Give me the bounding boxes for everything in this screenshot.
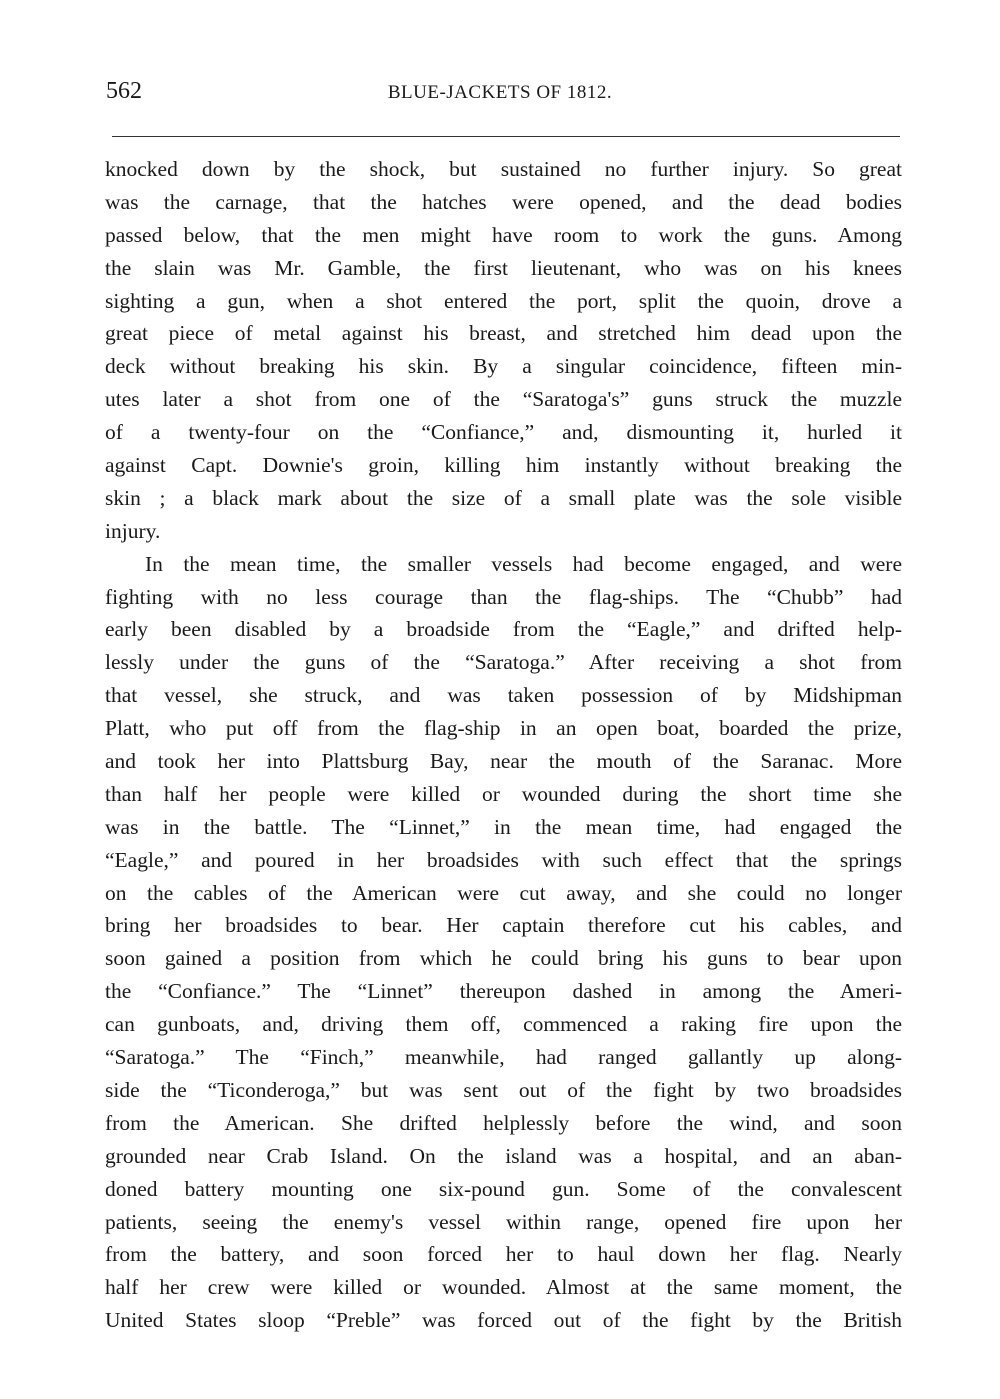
text-line: side the “Ticonderoga,” but was sent out of the fight by two broadsides <box>105 1077 902 1102</box>
text-line: was the carnage, that the hatches were opened, and the dead bodies <box>105 189 902 214</box>
text-line: of a twenty-four on the “Confiance,” and, dismounting it, hurled it <box>105 420 902 445</box>
text-line: half her crew were killed or wounded. Almost at the same moment, the <box>105 1275 902 1300</box>
header-rule <box>112 136 900 137</box>
text-line: skin ; a black mark about the size of a small plate was the sole visible <box>105 485 902 510</box>
text-line: deck without breaking his skin. By a singular coincidence, fifteen min- <box>105 354 902 379</box>
text-line: United States sloop “Preble” was forced out of the fight by the British <box>105 1308 902 1333</box>
text-line: from the battery, and soon forced her to haul down her flag. Nearly <box>105 1242 902 1267</box>
text-line: from the American. She drifted helplessly before the wind, and soon <box>105 1110 902 1135</box>
running-title: BLUE-JACKETS OF 1812. <box>387 82 613 103</box>
text-line: that vessel, she struck, and was taken possession of by Midshipman <box>105 683 902 708</box>
text-line: and took her into Plattsburg Bay, near the mouth of the Saranac. More <box>105 749 902 774</box>
text-line: injury. <box>105 518 161 543</box>
text-line: “Eagle,” and poured in her broadsides with such effect that the springs <box>105 847 902 872</box>
text-line: patients, seeing the enemy's vessel within range, opened fire upon her <box>105 1209 902 1234</box>
text-line: early been disabled by a broadside from the “Eagle,” and drifted help- <box>105 617 902 642</box>
text-line: the “Confiance.” The “Linnet” thereupon dashed in among the Ameri- <box>105 979 902 1004</box>
text-line: great piece of metal against his breast, and stretched him dead upon the <box>105 321 902 346</box>
page-number: 562 <box>106 78 142 104</box>
text-line: soon gained a position from which he could bring his guns to bear upon <box>105 946 902 971</box>
text-line: knocked down by the shock, but sustained no further injury. So great <box>105 157 902 181</box>
text-line: fighting with no less courage than the flag-ships. The “Chubb” had <box>105 584 902 609</box>
text-line: was in the battle. The “Linnet,” in the mean time, had engaged the <box>105 814 902 839</box>
text-line: against Capt. Downie's groin, killing him instantly without breaking the <box>105 453 902 478</box>
text-line: Platt, who put off from the flag-ship in an open boat, boarded the prize, <box>105 716 902 741</box>
text-line: the slain was Mr. Gamble, the first lieutenant, who was on his knees <box>105 255 902 280</box>
text-line: bring her broadsides to bear. Her captain therefore cut his cables, and <box>105 913 902 938</box>
text-line: doned battery mounting one six-pound gun. Some of the convalescent <box>105 1176 902 1201</box>
text-line: on the cables of the American were cut away, and she could no longer <box>105 880 902 905</box>
text-line: lessly under the guns of the “Saratoga.” After receiving a shot from <box>105 650 902 675</box>
text-line: utes later a shot from one of the “Saratoga's” guns struck the muzzle <box>105 387 902 412</box>
text-line: than half her people were killed or wounded during the short time she <box>105 781 902 806</box>
text-line: “Saratoga.” The “Finch,” meanwhile, had ranged gallantly up along- <box>105 1045 902 1070</box>
text-line: In the mean time, the smaller vessels had become engaged, and were <box>145 551 902 576</box>
text-line: sighting a gun, when a shot entered the port, split the quoin, drove a <box>105 288 902 313</box>
text-line: can gunboats, and, driving them off, commenced a raking fire upon the <box>105 1012 902 1037</box>
text-line: passed below, that the men might have room to work the guns. Among <box>105 222 902 247</box>
text-line: grounded near Crab Island. On the island was a hospital, and an aban- <box>105 1143 902 1168</box>
body-text <box>105 153 902 1337</box>
